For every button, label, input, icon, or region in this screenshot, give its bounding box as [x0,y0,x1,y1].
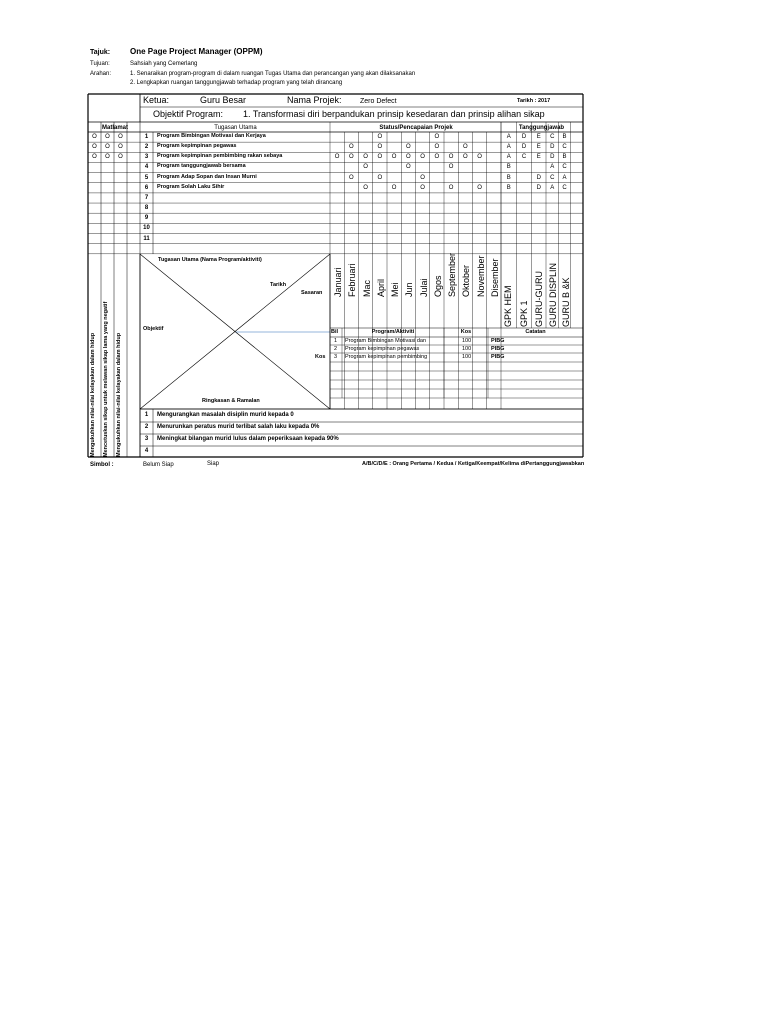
cost-header-catatan: Catatan [525,329,546,335]
resp-mark: A [506,144,511,151]
month-label: Mac [361,279,372,297]
objektif-value: 1. Transformasi diri berpandukan prinsip kesedaran dan prinsip alihan sikap [243,109,545,119]
resp-mark: A [562,174,567,181]
task-no: 5 [144,174,149,181]
nama-projek-value: Zero Defect [360,98,397,105]
status-mark: O [363,154,368,161]
status-mark: O [391,184,397,191]
matlamat-cell: O [92,154,97,161]
task-name: Program Solah Laku Sihir [157,183,225,190]
matlamat-cell: O [118,154,123,161]
diagram-ringkasan: Ringkasan & Ramalan [202,398,260,404]
status-mark: O [377,154,383,161]
task-no: 7 [144,194,149,201]
role-label: GURU-GURU [533,271,544,327]
cost-header-kos: Kos [460,329,472,335]
matlamat-vertical-1: Mengukuhkan nilai-nilai kelayakan dalam hidup [90,332,96,457]
objective-text: Mengurangkan masalah disiplin murid kepada 0 [157,412,294,418]
resp-mark: D [521,144,527,151]
objective-text: Menurunkan peratus murid terlibat salah laku kepada 0% [157,424,320,430]
task-name: Program Adap Sopan dan Insan Murni [157,173,257,180]
simbol-belum: Belum Siap [143,462,174,468]
cost-bil: 3 [334,354,338,361]
header-status: Status/Pencapaian Projek [379,125,453,131]
arahan-label: Arahan: [90,71,112,77]
matlamat-cell: O [92,144,97,151]
resp-mark: C [550,174,555,181]
tajuk-value: One Page Project Manager (OPPM) [130,47,263,56]
diagram-tarikh: Tarikh [270,282,287,288]
diagram-sasaran: Sasaran [301,290,323,296]
status-mark: O [406,154,411,161]
arahan-1: 1. Senaraikan program-program di dalam ruangan Tugas Utama dan perancangan yang akan dilaksanakan [130,71,416,77]
resp-mark: E [536,144,541,151]
resp-mark: A [550,184,555,191]
resp-mark: A [550,164,555,171]
role-label: GURU B &K [560,277,571,327]
status-mark: O [349,144,354,151]
month-label: April [375,278,386,297]
header-matlamat: Matlamat [101,125,128,131]
cost-catatan: PIBG [491,346,505,353]
nama-projek-label: Nama Projek: [287,95,342,105]
objective-text: Meningkat bilangan murid lulus dalam peperiksaan kepada 90% [157,436,339,442]
status-mark: O [349,154,354,161]
tujuan-value: Sahsiah yang Cemerlang [130,61,198,67]
status-mark: O [477,184,482,191]
objektif-label: Objektif Program: [153,109,224,119]
task-no: 3 [144,154,149,161]
ketua-label: Ketua: [143,95,170,105]
resp-mark: C [562,164,567,171]
task-name: Program Bimbingan Motivasi dan Kerjaya [157,133,266,139]
status-mark: O [363,164,368,171]
task-name: Program kepimpinan pembimbing rakan sebaya [157,153,283,160]
matlamat-vertical-3: Mengukuhkan nilai-nilai kelayakan dalam hidup [116,332,122,457]
matlamat-cell: O [92,134,97,140]
status-mark: O [349,174,354,181]
resp-mark: D [536,174,541,181]
month-label: Ogos [432,275,443,297]
matlamat-cell: O [118,134,123,140]
resp-mark: B [506,164,511,171]
role-label: GURU DISPLIN [548,262,558,327]
status-mark: O [434,134,440,140]
tajuk-label: Tajuk: [90,49,111,56]
cost-program: Program kepimpinan pegawas [345,346,420,353]
task-no: 2 [144,144,149,151]
month-label: Disember [489,258,500,297]
resp-mark: B [562,154,567,161]
resp-mark: D [550,144,555,151]
resp-mark: B [506,184,511,191]
status-mark: O [463,144,468,151]
resp-mark: A [506,154,511,161]
cost-header-bil: Bil [331,329,339,335]
simbol-label: Simbol : [90,462,114,468]
resp-mark: B [506,174,511,181]
status-mark: O [377,134,383,140]
matlamat-cell: O [105,134,110,140]
month-label: Februari [347,263,358,297]
objective-no: 2 [144,424,149,430]
resp-mark: C [550,134,555,140]
month-label: Oktober [461,264,472,297]
cost-catatan: PIBG [491,338,505,344]
task-no: 9 [144,215,149,222]
header-tugasan-utama: Tugasan Utama [214,125,257,131]
cost-program: Program Bimbingan Motivasi dan [345,338,427,344]
objective-no: 1 [144,412,149,418]
cost-program: Program kepimpinan pembimbing [345,354,428,361]
cost-kos: 100 [462,338,472,344]
resp-mark: C [562,144,567,151]
task-no: 6 [144,184,149,191]
tujuan-label: Tujuan: [90,61,110,67]
matlamat-cell: O [105,144,110,151]
task-no: 1 [144,134,149,140]
status-mark: O [391,154,397,161]
tarikh-value: Tarikh : 2017 [517,98,551,104]
cost-header-program: Program/Aktiviti [371,329,415,335]
resp-mark: D [536,184,541,191]
status-mark: O [420,184,425,191]
status-mark: O [434,154,440,161]
objective-no: 4 [144,448,149,454]
role-label: GPK 1 [518,300,529,327]
simbol-siap: Siap [207,461,220,467]
status-mark: O [377,174,383,181]
month-label: September [447,252,457,297]
cost-kos: 100 [462,354,472,361]
diagram-objektif: Objektif [143,326,164,332]
arahan-2: 2. Lengkapkan ruangan tanggungjawab terhadap program yang telah dirancang [130,80,343,86]
resp-mark: E [536,154,541,161]
cost-catatan: PIBG [491,354,505,361]
month-label: Julai [418,278,429,297]
resp-mark: D [521,134,527,140]
task-name: Program kepimpinan pegawas [157,143,237,150]
status-mark: O [448,164,454,171]
status-mark: O [363,184,368,191]
task-no: 4 [144,164,149,171]
status-mark: O [377,144,383,151]
status-mark: O [448,154,454,161]
resp-mark: A [506,134,511,140]
status-mark: O [334,154,340,161]
role-label: GPK HEM [503,285,513,327]
resp-mark: C [521,154,527,161]
status-mark: O [477,154,482,161]
diagram-kos: Kos [315,354,326,360]
status-mark: O [463,154,468,161]
resp-mark: C [562,184,567,191]
status-mark: O [420,154,425,161]
resp-mark: E [536,134,541,140]
header-tanggungjawab: Tanggungjawab [518,125,565,131]
task-no: 8 [144,205,149,212]
matlamat-vertical-2: Mencetuskan sikap untuk melawan sikap lama yang negatif [103,301,109,457]
task-name: Program tanggungjawab bersama [157,163,246,170]
status-mark: O [448,184,454,191]
cost-bil: 2 [334,346,338,353]
task-no: 11 [143,235,150,242]
cost-kos: 100 [462,346,472,353]
matlamat-cell: O [105,154,110,161]
diagram-title: Tugasan Utama (Nama Program/aktiviti) [158,257,262,263]
resp-mark: B [562,134,567,140]
status-mark: O [420,174,425,181]
status-mark: O [406,144,411,151]
month-label: Mei [390,282,400,297]
legend-text: A/B/C/D/E : Orang Pertama / Kedua / Ketiga/Keempat/Kelima diPertanggungjawabkan [362,461,585,467]
status-mark: O [434,144,440,151]
resp-mark: D [550,154,555,161]
objective-no: 3 [144,436,149,442]
month-label: Januari [333,267,343,297]
status-mark: O [406,164,411,171]
cost-bil: 1 [334,338,338,344]
month-label: Jun [404,282,415,297]
ketua-value: Guru Besar [200,95,247,105]
matlamat-cell: O [118,144,123,151]
month-label: November [475,255,486,297]
task-no: 10 [143,225,150,232]
